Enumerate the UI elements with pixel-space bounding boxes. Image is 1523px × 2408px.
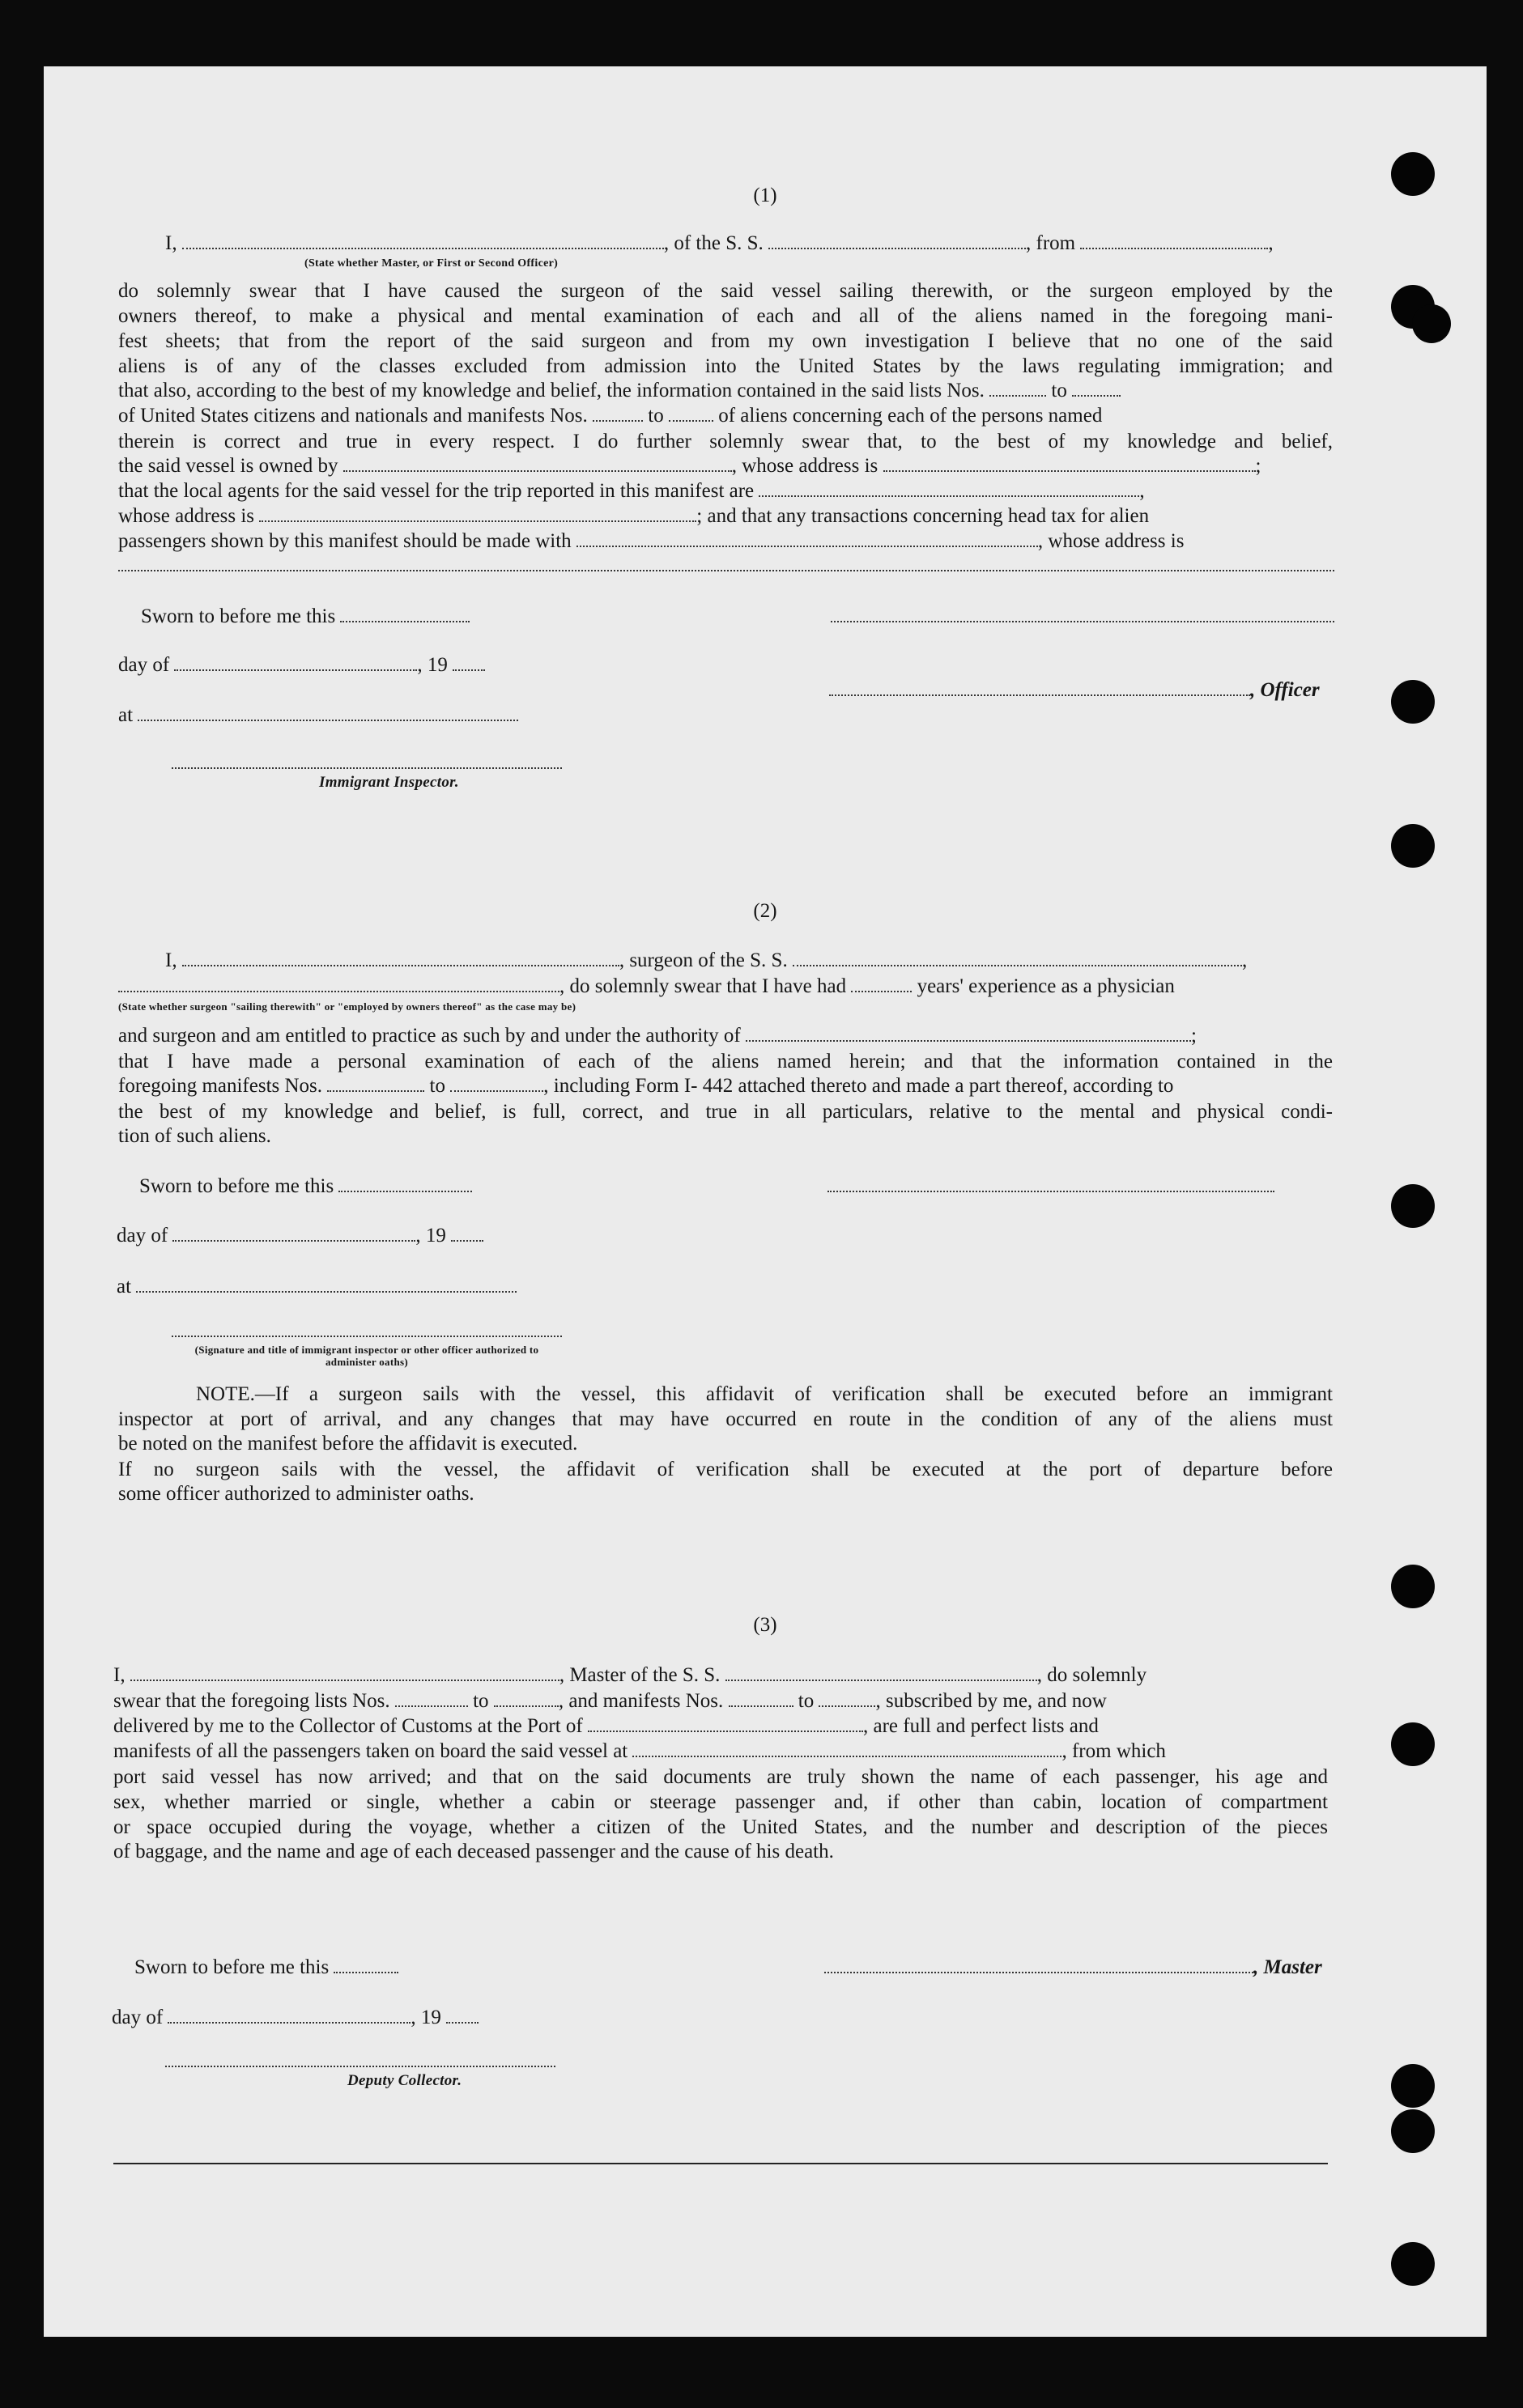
s2-line-surgeon: I, , surgeon of the S. S. , (165, 949, 1248, 971)
binder-hole-1 (1391, 152, 1435, 196)
s2-ship-field[interactable] (793, 949, 1242, 966)
s1-inspector-line[interactable] (172, 767, 562, 769)
note-line-4: If no surgeon sails with the vessel, the affidavit of verification shall be executed at the port of departure before (118, 1459, 1333, 1480)
s1-signature-line[interactable] (831, 621, 1334, 622)
s3-ship-field[interactable] (725, 1663, 1037, 1681)
s1-inspector-label: Immigrant Inspector. (319, 774, 459, 791)
embark-port-field[interactable] (632, 1739, 1061, 1757)
s1-month-field[interactable] (174, 653, 417, 671)
surgeon-name-field[interactable] (182, 949, 619, 966)
binder-hole-4 (1391, 824, 1435, 868)
s2-day-of: day of , 19 (117, 1224, 483, 1248)
s1-sworn: Sworn to before me this (141, 605, 470, 629)
s1-officer-note: (State whether Master, or First or Second Officer) (304, 257, 559, 270)
s1-at-field[interactable] (138, 703, 518, 721)
surgeon-type-field[interactable] (118, 975, 559, 992)
manifests-to-field[interactable] (669, 404, 713, 422)
note-line-5: some officer authorized to administer oaths. (118, 1483, 474, 1505)
s2-line-swear: , do solemnly swear that I have had years' experience as a physician (118, 975, 1175, 999)
s3-sworn-date-field[interactable] (334, 1956, 398, 1973)
head-tax-agent-field[interactable] (576, 529, 1038, 547)
note-line-2: inspector at port of arrival, and any changes that may have occurred en route in the condition of any of the aliens must (118, 1408, 1333, 1430)
binder-hole-10 (1391, 2242, 1435, 2286)
from-port-field[interactable] (1080, 231, 1268, 249)
s3-year-field[interactable] (446, 2006, 479, 2024)
s2-manifest-to-field[interactable] (450, 1074, 543, 1092)
binder-hole-7 (1391, 1722, 1435, 1766)
binder-hole-3 (1391, 680, 1435, 724)
agents-address-field[interactable] (259, 504, 696, 522)
s2-at-field[interactable] (136, 1275, 517, 1293)
section-2-number: (2) (753, 900, 777, 922)
binder-hole-5 (1391, 1184, 1435, 1228)
s1-address-rule[interactable] (118, 570, 1334, 571)
binder-hole-9 (1391, 2109, 1435, 2153)
s3-manifests-from-field[interactable] (729, 1689, 793, 1707)
section-3-number: (3) (753, 1614, 777, 1636)
lists-to-field[interactable] (1072, 379, 1121, 397)
s3-collector-line[interactable] (165, 2066, 555, 2067)
s3-lists-to-field[interactable] (494, 1689, 559, 1707)
officer-name-field[interactable] (182, 231, 664, 249)
s3-month-field[interactable] (168, 2006, 411, 2024)
s3-lists-from-field[interactable] (395, 1689, 468, 1707)
manifests-from-field[interactable] (593, 404, 643, 422)
s1-day-of: day of , 19 (118, 653, 485, 677)
s2-signature-line[interactable] (827, 1191, 1274, 1192)
s2-surgeon-note: (State whether surgeon "sailing therewith" or "employed by owners thereof" as the case may be) (118, 1000, 576, 1013)
s3-day-of: day of , 19 (112, 2006, 479, 2030)
ship-name-field[interactable] (768, 231, 1026, 249)
authority-field[interactable] (746, 1024, 1191, 1042)
s1-officer-line: , Officer (829, 678, 1320, 703)
port-field[interactable] (588, 1714, 863, 1732)
s3-master-signature-field[interactable] (824, 1956, 1253, 1973)
s2-at: at (117, 1275, 517, 1299)
s2-signature-note: (Signature and title of immigrant inspector or other officer authorized to administer oaths) (194, 1344, 539, 1368)
years-experience-field[interactable] (851, 975, 912, 992)
binder-hole-2b (1412, 304, 1451, 343)
form-page: (1) I, , of the S. S. , from , (State whether Master, or First or Second Officer) do solemnly swear that I have caused the surgeon of the said vessel sailing therewith, or the surgeon employed by the owners thereof, to make a physical and mental examination of each and all of the aliens named in the foregoing mani- fest sheets; that from the report of the said surgeon and from my own investigation I believe that no one of the said aliens is of any of the classes excluded from admission into the United States by the laws regulating immigration; and that also, according to the best of my knowledge and belief, the information contained in the said lists Nos. to of United States citizens and nationals and manifests Nos. to of aliens concerning each of the persons named therein is correct and true in every respect. I do further solemnly swear that, to the best of my knowledge and belief, the said vessel is owned by , whose address is ; that the local agents for the said vessel for the trip reported in this manifest are , whose address is ; and that any transactions concerning head tax for alien passengers shown by this manifest should be made with , whose address is Sworn to before me this day of , 19 , Officer at Immigrant Inspector. (2) I, , surgeon of the S. S. , , do solemnly swear that I have had years' experience as a physician (State whether surgeon "sailing therewith" or "employed by owners thereof" as the case may be) and surgeon and am entitled to practice as such by and under the authority of ; that I have made a personal examination of each of the aliens named herein; and that the information contained in the foregoing manifests Nos. to , including Form I- 442 attached thereto and made a part thereof, according to the best of my knowledge and belief, is full, correct, and true in all particulars, relative to the mental and physical condi- tion of such aliens. Sworn to before me this day of , 19 at (Signature and title of immigrant inspector or other officer authorized to administer oaths) NOTE.—If a surgeon sails with the vessel, this affidavit of verification shall be executed before an immigrant inspector at port of arrival, and any changes that may have occurred en route in the condition of any of the aliens must be noted on the manifest before the affidavit is executed. If no surgeon sails with the vessel, the affidavit of verification shall be executed at the port of departure before some officer authorized to administer oaths. (3) I, , Master of the S. S. , do solemnly swear that the foregoing lists Nos. to , and manifests Nos. to , subscribed by me, and now delivered by me to the Collector of Customs at the Port of , are full and perfect lists and manifests of all the passengers taken on board the said vessel at , from which port said vessel has now arrived; and that on the said documents are truly shown the name of each passenger, his age and sex, whether married or single, whether a cabin or steerage passenger and, if other than cabin, location of compartment or space occupied during the voyage, whether a citizen of the United States, and the number and description of the pieces of baggage, and the name and age of each deceased passenger and the cause of his death. Sworn to before me this , Master day of , 19 Deputy Collector. (44, 66, 1487, 2337)
lists-from-field[interactable] (989, 379, 1046, 397)
binder-hole-6 (1391, 1565, 1435, 1608)
s2-manifest-from-field[interactable] (327, 1074, 424, 1092)
s1-sworn-date-field[interactable] (340, 605, 470, 622)
master-name-field[interactable] (130, 1663, 559, 1681)
s1-at: at (118, 703, 518, 728)
s2-year-field[interactable] (451, 1224, 483, 1242)
s2-inspector-line[interactable] (172, 1336, 562, 1337)
s2-sworn: Sworn to before me this (139, 1174, 472, 1199)
s1-officer-signature-field[interactable] (829, 678, 1250, 696)
note-line-3: be noted on the manifest before the affidavit is executed. (118, 1433, 578, 1455)
s3-manifests-to-field[interactable] (819, 1689, 875, 1707)
note-line-1: NOTE.—If a surgeon sails with the vessel, this affidavit of verification shall be executed before an immigrant (196, 1383, 1333, 1405)
s1-line-officer: I, , of the S. S. , from , (165, 232, 1274, 254)
s2-sworn-date-field[interactable] (338, 1174, 472, 1192)
owner-address-field[interactable] (883, 454, 1256, 472)
s3-sworn: Sworn to before me this (134, 1956, 398, 1980)
section-1-number: (1) (753, 185, 777, 206)
binder-hole-8 (1391, 2064, 1435, 2108)
s3-master-line: , Master (824, 1956, 1322, 1980)
s3-deputy-label: Deputy Collector. (347, 2072, 462, 2089)
s3-line-master: I, , Master of the S. S. , do solemnly (113, 1664, 1147, 1686)
s1-year-field[interactable] (453, 653, 485, 671)
bottom-rule (113, 2163, 1328, 2164)
owner-field[interactable] (343, 454, 732, 472)
s2-month-field[interactable] (172, 1224, 415, 1242)
local-agents-field[interactable] (759, 479, 1139, 497)
